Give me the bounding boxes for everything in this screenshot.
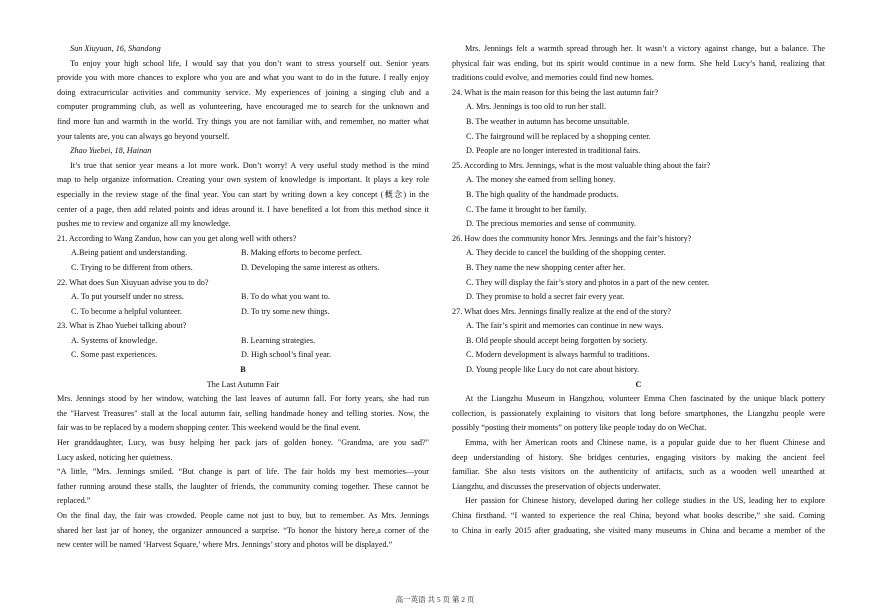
story-para-line: “A little, ”Mrs. Jennings smiled. “But change is part of life. The fair holds my best memories—your — [57, 467, 429, 477]
para-sun-line: doing extracurricular activities and community service. My experiences of joining a singing club and a — [57, 87, 429, 97]
para-sun-line: your talents are, you can always go beyond yourself. — [57, 131, 230, 141]
q26-option-d: D. They promise to hold a secret fair every year. — [466, 292, 625, 302]
q23-option-a: A. Systems of knowledge. — [71, 335, 158, 345]
q27-option-a: A. The fair’s spirit and memories can continue in new ways. — [466, 321, 664, 331]
question-24: 24. What is the main reason for this being the last autumn fair? — [452, 87, 659, 97]
q23-options-row — [57, 348, 429, 363]
question-22: 22. What does Sun Xiuyuan advise you to do? — [57, 277, 209, 287]
q25-option-c: C. The fame it brought to her family. — [466, 204, 587, 214]
q24-option-b: B. The weather in autumn has become unsuitable. — [466, 116, 630, 126]
story-para-line: Mrs. Jennings felt a warmth spread through her. It wasn’t a victory against change, but a balance. The — [465, 44, 825, 53]
q27-option-c: C. Modern development is always harmful to traditions. — [466, 350, 650, 360]
story-para-line: fair was to be replaced by a modern shopping center. This weekend would be the final event. — [57, 423, 361, 433]
para-sun-line: computer programming club, as well as volunteering, have encouraged me to search for the unknown and — [57, 102, 429, 112]
q23-options-row — [57, 334, 429, 349]
story-para-line: father running around these stalls, the laughter of friends, the community coming together. These cannot be — [57, 481, 429, 491]
passage-c-line: Liangzhu, and discusses the preservation of objects underwater. — [452, 481, 661, 491]
q22-option-d: D. To try some new things. — [241, 306, 330, 316]
story-title: The Last Autumn Fair — [206, 379, 280, 389]
q21-option-a: A.Being patient and understanding. — [71, 248, 188, 258]
q24-option-d: D. People are no longer interested in traditional fairs. — [466, 146, 641, 156]
passage-c-line: to China in early 2015 after graduating, she visited many museums in China and became a member of the — [452, 525, 825, 535]
q21-options-row — [57, 261, 429, 276]
question-26: 26. How does the community honor Mrs. Jennings and the fair’s history? — [452, 233, 692, 243]
para-zhao-line: especially in the review stage of the final year. You can start by writing down a key concept (概念) in the — [57, 189, 429, 199]
author-zhao: Zhao Yuebei, 18, Hainan — [70, 146, 152, 156]
passage-c-line: China firsthand. “I wanted to experience the real China, beyond what books describe,” she said. Coming — [452, 511, 825, 520]
q27-option-d: D. Young people like Lucy do not care about history. — [466, 365, 640, 375]
q23-option-c: C. Some past experiences. — [71, 350, 158, 360]
left-column — [57, 42, 429, 553]
q21-options-row — [57, 246, 429, 261]
story-para-line: On the final day, the fair was crowded. People came not just to buy, but to remember. As Mrs. Jennings — [57, 511, 429, 520]
right-column — [452, 42, 825, 538]
story-para-line: Mrs. Jennings stood by her window, watching the last leaves of autumn fall. For forty years, she had run — [57, 394, 429, 404]
para-zhao-line: map to help organize information. Creating your own system of knowledge is important. It plays a key role — [57, 175, 429, 185]
story-para-line: new center will be named ‘Harvest Square,’ where Mrs. Jennings’ story and photos will be displayed.” — [57, 540, 393, 550]
q22-option-b: B. To do what you want to. — [241, 292, 330, 302]
q27-option-b: B. Old people should accept being forgotten by society. — [466, 335, 648, 345]
q25-option-b: B. The high quality of the handmade products. — [466, 189, 619, 199]
q25-option-d: D. The precious memories and sense of community. — [466, 219, 637, 229]
q22-options-row — [57, 290, 429, 305]
passage-c-line: collection, is passionately explaining to visitors that long before smartphones, the Liangzhu people were — [452, 408, 825, 418]
para-zhao-line: pushes me to review and organize all my knowledge. — [57, 219, 231, 229]
para-sun-line: provide you with more chances to explore who you are and what you want to do in the future. I really enjoy — [57, 73, 429, 83]
section-b-heading: B — [240, 365, 246, 375]
q22-option-a: A. To put yourself under no stress. — [71, 292, 184, 302]
para-sun-line: To enjoy your high school life, I would say that you don’t want to stress yourself out. Senior years — [70, 58, 429, 68]
question-25: 25. According to Mrs. Jennings, what is the most valuable thing about the fair? — [452, 160, 711, 170]
story-para-line: Her granddaughter, Lucy, was busy helping her pack jars of golden honey. "Grandma, are you sad?" — [57, 438, 429, 448]
q21-option-c: C. Trying to be different from others. — [71, 262, 193, 272]
q21-option-d: D. Developing the same interest as others. — [241, 262, 380, 272]
story-para-line: Lucy asked, noticing her quietness. — [57, 452, 173, 462]
q22-options-row — [57, 305, 429, 320]
question-27: 27. What does Mrs. Jennings finally realize at the end of the story? — [452, 306, 672, 316]
story-para-line: shared her last jar of honey, the organizer announced a surprise. “To honor the history here,a corner of the — [57, 525, 429, 535]
story-para-line: physical fair was ending, but its spirit would continue in a new form. She held Lucy’s hand, realizing that — [452, 58, 825, 68]
story-para-line: traditions could evolve, and memories could find new homes. — [452, 73, 654, 83]
q24-option-c: C. The fairground will be replaced by a shopping center. — [466, 131, 651, 141]
q26-option-a: A. They decide to cancel the building of the shopping center. — [466, 248, 666, 258]
q22-option-c: C. To become a helpful volunteer. — [71, 306, 182, 316]
passage-c-line: At the Liangzhu Museum in Hangzhou, volunteer Emma Chen fascinated by the unique black pottery — [465, 394, 825, 404]
story-para-line: the "Harvest Treasures" stall at the local autumn fair, selling handmade honey and telling stories. Now, the — [57, 408, 429, 418]
passage-c-line: deep understanding of history. She bridges centuries, engaging visitors by making the ancient feel — [452, 452, 825, 462]
author-sun: Sun Xiuyuan, 16, Shandong — [70, 44, 161, 53]
q21-option-b: B. Making efforts to become perfect. — [241, 248, 363, 258]
section-c-heading: C — [635, 379, 642, 389]
q26-option-b: B. They name the new shopping center after her. — [466, 262, 625, 272]
para-zhao-line: center of a page, then add related points and ideas around it. I have benefited a lot from this method since it — [57, 204, 429, 214]
question-21: 21. According to Wang Zanduo, how can you get along well with others? — [57, 233, 297, 243]
q23-option-b: B. Learning strategies. — [241, 335, 316, 345]
para-zhao-line: It’s true that senior year means a lot more work. Don’t worry! A very useful study method is the mind — [70, 160, 429, 170]
q26-option-c: C. They will display the fair’s story and photos in a part of the new center. — [466, 277, 710, 287]
passage-c-line: familiar. She also tests visitors on the authenticity of artifacts, such as a wooden well unearthed at — [452, 467, 825, 477]
page-footer: 高一英语 共 5 页 第 2 页 — [395, 595, 475, 604]
story-para-line: replaced.” — [57, 496, 91, 506]
passage-c-line: Her passion for Chinese history, developed during her college studies in the US, leading her to explore — [465, 496, 825, 506]
passage-c-line: Emma, with her American roots and Chinese name, is a popular guide due to her fluent Chinese and — [465, 438, 825, 448]
q24-option-a: A. Mrs. Jennings is too old to run her stall. — [466, 102, 607, 112]
question-23: 23. What is Zhao Yuebei talking about? — [57, 321, 187, 331]
q25-option-a: A. The money she earned from selling honey. — [466, 175, 616, 185]
passage-c-line: possibly “posting their moments” on pottery like people today do on WeChat. — [452, 423, 707, 433]
para-sun-line: find more fun and warmth in the world. Try things you are not familiar with, and remember, no matter what — [57, 116, 429, 126]
q23-option-d: D. High school’s final year. — [241, 350, 332, 360]
